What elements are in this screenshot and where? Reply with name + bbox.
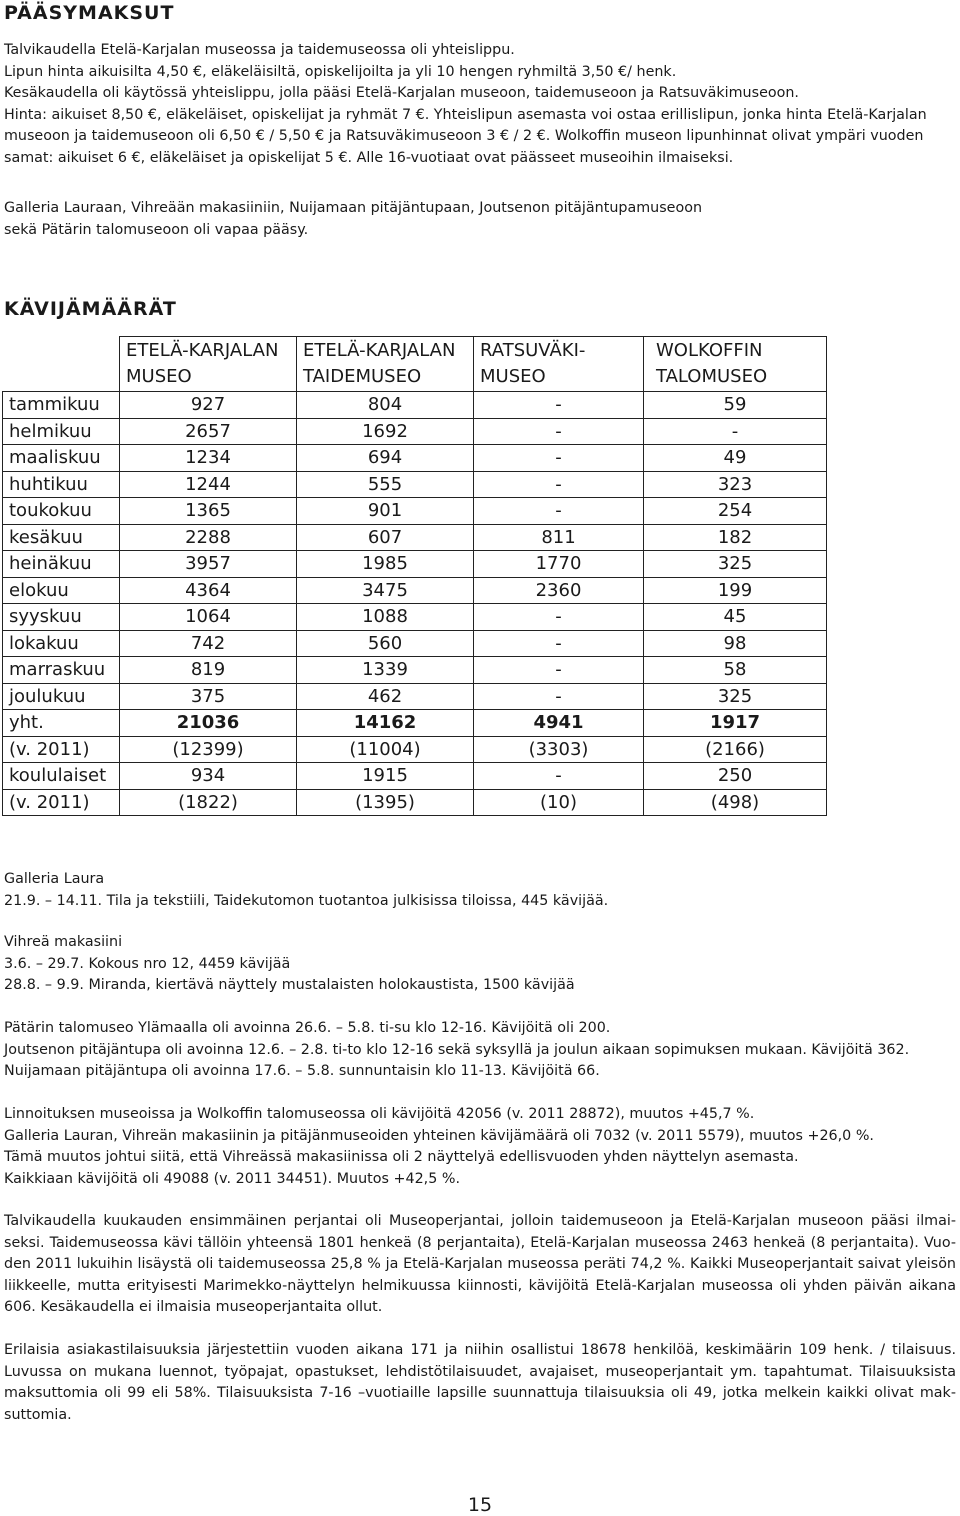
table-cell: 325 xyxy=(644,551,827,578)
note-line: Tämä muutos johtui siitä, että Vihreässä makasiinissa oli 2 näyttelyä edellisvuoden yhden näyttelyn asemasta. xyxy=(4,1149,799,1165)
table-cell: 4941 xyxy=(474,710,644,737)
table-cell: 14162 xyxy=(297,710,474,737)
note-line: Galleria Lauran, Vihreän makasiinin ja pitäjänmuseoiden yhteinen kävijämäärä oli 7032 (v. 2011 5579), muutos +26,0 %. xyxy=(4,1127,874,1144)
row-label: kesäkuu xyxy=(3,524,120,551)
table-cell: - xyxy=(474,471,644,498)
note-line: Pätärin talomuseo Ylämaalla oli avoinna 26.6. – 5.8. ti-su klo 12-16. Kävijöitä oli 200. xyxy=(4,1020,611,1036)
museoperjantai-paragraph xyxy=(4,1211,956,1319)
table-cell: 1915 xyxy=(297,763,474,790)
fees-line: Kesäkaudella oli käytössä yhteislippu, jolla pääsi Etelä-Karjalan museoon, taidemuseoon ja Ratsuväkimuseoon. xyxy=(4,85,799,101)
table-cell: - xyxy=(474,498,644,525)
table-cell: (3303) xyxy=(474,736,644,763)
note-line: Galleria Laura xyxy=(4,871,105,887)
table-row xyxy=(3,471,827,498)
note-line: Joutsenon pitäjäntupa oli avoinna 12.6. – 2.8. ti-to klo 12-16 sekä syksyllä ja joulun aikaan sopimuksen mukaan. Kävijöitä 362. xyxy=(4,1041,910,1058)
table-cell: 199 xyxy=(644,577,827,604)
table-cell: 323 xyxy=(644,471,827,498)
row-label: elokuu xyxy=(3,577,120,604)
pitajantupa-notes xyxy=(4,1018,956,1083)
table-cell: 1088 xyxy=(297,604,474,631)
table-row xyxy=(3,392,827,419)
note-line: Vihreä makasiini xyxy=(4,934,123,950)
table-cell: 45 xyxy=(644,604,827,631)
table-row xyxy=(3,577,827,604)
table-cell: 2288 xyxy=(120,524,297,551)
free-entry-line: Galleria Lauraan, Vihreään makasiiniin, Nuijamaan pitäjäntupaan, Joutsenon pitäjäntupamuseoon xyxy=(4,200,703,216)
table-row xyxy=(3,630,827,657)
table-header-row xyxy=(3,337,827,392)
table-cell: 560 xyxy=(297,630,474,657)
table-cell: 59 xyxy=(644,392,827,419)
table-cell: 325 xyxy=(644,683,827,710)
fees-line: museoon ja taidemuseoon oli 6,50 € / 5,50 € ja Ratsuväkimuseoon 3 € / 2 €. Wolkoffin museon lipunhinnat olivat ympäri vuoden xyxy=(4,128,924,144)
row-label: yht. xyxy=(3,710,120,737)
table-row xyxy=(3,657,827,684)
table-cell: 1339 xyxy=(297,657,474,684)
table-cell: 1985 xyxy=(297,551,474,578)
table-cell: 3475 xyxy=(297,577,474,604)
page-number: 15 xyxy=(467,1494,493,1516)
table-cell: 804 xyxy=(297,392,474,419)
table-row xyxy=(3,789,827,816)
table-cell: 462 xyxy=(297,683,474,710)
table-cell: - xyxy=(474,630,644,657)
table-row xyxy=(3,763,827,790)
fees-line: samat: aikuiset 6 €, eläkeläiset ja opiskelijat 5 €. Alle 16-vuotiaat ovat päässeet museoihin ilmaiseksi. xyxy=(4,149,734,166)
table-cell: 1365 xyxy=(120,498,297,525)
row-label: (v. 2011) xyxy=(3,736,120,763)
note-line: liikkeelle, mutta erityisesti Marimekko-näyttelyn helmikuussa kiinnosti, kävijöitä Etelä-Karjalan museossa oli yhden päivän aikana xyxy=(4,1277,956,1294)
note-line: 28.8. – 9.9. Miranda, kiertävä näyttely mustalaisten holokaustista, 1500 kävijää xyxy=(4,977,575,993)
table-cell: 2657 xyxy=(120,418,297,445)
table-cell: (11004) xyxy=(297,736,474,763)
row-label: helmikuu xyxy=(3,418,120,445)
row-label: tammikuu xyxy=(3,392,120,419)
row-label: huhtikuu xyxy=(3,471,120,498)
table-cell: (10) xyxy=(474,789,644,816)
table-cell: 1234 xyxy=(120,445,297,472)
table-row xyxy=(3,498,827,525)
events-paragraph xyxy=(4,1340,956,1426)
table-cell: (2166) xyxy=(644,736,827,763)
table-cell: 98 xyxy=(644,630,827,657)
note-line: maksuttomia oli 99 eli 58%. Tilaisuuksista 7-16 –vuotiaille lapsille suunnattuja tilaisuuksia oli 49, jotka melkein kaikki olivat mak- xyxy=(4,1385,956,1401)
table-cell: 607 xyxy=(297,524,474,551)
table-cell: (1395) xyxy=(297,789,474,816)
note-line: Kaikkiaan kävijöitä oli 49088 (v. 2011 34451). Muutos +42,5 %. xyxy=(4,1170,460,1187)
visitors-heading: KÄVIJÄMÄÄRÄT xyxy=(4,298,177,320)
note-line: Linnoituksen museoissa ja Wolkoffin talomuseossa oli kävijöitä 42056 (v. 2011 28872), muutos +45,7 %. xyxy=(4,1106,755,1122)
table-cell: 811 xyxy=(474,524,644,551)
table-row xyxy=(3,683,827,710)
table-row xyxy=(3,736,827,763)
fees-line: Hinta: aikuiset 8,50 €, eläkeläiset, opiskelijat ja ryhmät 7 €. Yhteislipun asemasta voi ostaa erillislipun, jonka hinta Etelä-Karjalan xyxy=(4,106,927,123)
note-line: 3.6. – 29.7. Kokous nro 12, 4459 kävijää xyxy=(4,955,291,972)
note-line: Erilaisia asiakastilaisuuksia järjestettiin vuoden aikana 171 ja niihin osallistui 18678 henkilöä, keskimäärin 109 henk. / tilaisuus. xyxy=(4,1342,956,1358)
table-cell: (498) xyxy=(644,789,827,816)
vihrea-notes xyxy=(4,932,956,997)
note-line: 21.9. – 14.11. Tila ja tekstiili, Taidekutomon tuotantoa julkisissa tiloissa, 445 kävijää. xyxy=(4,892,609,909)
table-cell: 694 xyxy=(297,445,474,472)
summary-notes xyxy=(4,1104,956,1190)
table-row xyxy=(3,604,827,631)
table-cell: - xyxy=(644,418,827,445)
table-cell: 21036 xyxy=(120,710,297,737)
row-label: heinäkuu xyxy=(3,551,120,578)
galleria-notes xyxy=(4,869,956,912)
table-cell: 934 xyxy=(120,763,297,790)
note-line: den 2011 lukuihin lisäystä oli taidemuseossa 25,8 % ja Etelä-Karjalan museossa peräti 74,2 %. Kaikki Museoperjantait saivat yleisön xyxy=(4,1256,956,1272)
note-line: Luvussa on mukana luennot, työpajat, opastukset, lehdistötilaisuudet, avajaiset, museoperjantait ym. tapahtumat. Tilaisuuksista xyxy=(4,1363,956,1380)
fees-paragraph xyxy=(4,40,956,169)
note-line: suttomia. xyxy=(4,1406,72,1423)
column-header: ETELÄ-KARJALAN MUSEO xyxy=(120,337,297,392)
table-cell: - xyxy=(474,392,644,419)
row-label: lokakuu xyxy=(3,630,120,657)
table-cell: 250 xyxy=(644,763,827,790)
table-cell: - xyxy=(474,445,644,472)
row-label: joulukuu xyxy=(3,683,120,710)
table-cell: 2360 xyxy=(474,577,644,604)
table-row xyxy=(3,710,827,737)
table-cell: 3957 xyxy=(120,551,297,578)
visitor-table xyxy=(2,336,827,816)
row-label: (v. 2011) xyxy=(3,789,120,816)
table-row xyxy=(3,418,827,445)
table-cell: 1692 xyxy=(297,418,474,445)
table-cell: - xyxy=(474,763,644,790)
table-cell: - xyxy=(474,657,644,684)
table-cell: 1064 xyxy=(120,604,297,631)
note-line: Talvikaudella kuukauden ensimmäinen perjantai oli Museoperjantai, jolloin taidemuseoon ja Etelä-Karjalan museoon pääsi ilmai- xyxy=(4,1213,956,1229)
fees-line: Lipun hinta aikuisilta 4,50 €, eläkeläisiltä, opiskelijoilta ja yli 10 hengen ryhmiltä 3,50 €/ henk. xyxy=(4,63,677,80)
table-cell: 182 xyxy=(644,524,827,551)
note-line: 606. Kesäkaudella ei ilmaisia museoperjantaita ollut. xyxy=(4,1299,383,1315)
table-cell: 1244 xyxy=(120,471,297,498)
table-cell: (12399) xyxy=(120,736,297,763)
row-label: koululaiset xyxy=(3,763,120,790)
table-cell: - xyxy=(474,418,644,445)
row-label: marraskuu xyxy=(3,657,120,684)
table-cell: 901 xyxy=(297,498,474,525)
table-cell: 375 xyxy=(120,683,297,710)
table-row xyxy=(3,551,827,578)
note-line: seksi. Taidemuseossa kävi tällöin yhteensä 1801 henkeä (8 perjantaita), Etelä-Karjalan museossa 2463 henkeä (8 perjantaita). Vuo- xyxy=(4,1234,956,1251)
table-corner-cell xyxy=(3,337,120,392)
table-cell: 742 xyxy=(120,630,297,657)
table-row xyxy=(3,445,827,472)
column-header: ETELÄ-KARJALAN TAIDEMUSEO xyxy=(297,337,474,392)
note-line: Nuijamaan pitäjäntupa oli avoinna 17.6. – 5.8. sunnuntaisin klo 11-13. Kävijöitä 66. xyxy=(4,1063,600,1079)
table-cell: 4364 xyxy=(120,577,297,604)
free-entry-line: sekä Pätärin talomuseoon oli vapaa pääsy. xyxy=(4,221,309,238)
free-entry-paragraph xyxy=(4,198,956,241)
column-header: RATSUVÄKI- MUSEO xyxy=(474,337,644,392)
table-cell: 1770 xyxy=(474,551,644,578)
table-cell: 927 xyxy=(120,392,297,419)
row-label: syyskuu xyxy=(3,604,120,631)
table-cell: - xyxy=(474,604,644,631)
table-cell: 819 xyxy=(120,657,297,684)
table-cell: (1822) xyxy=(120,789,297,816)
table-row xyxy=(3,524,827,551)
table-cell: 58 xyxy=(644,657,827,684)
fees-heading: PÄÄSYMAKSUT xyxy=(4,2,175,24)
table-cell: 49 xyxy=(644,445,827,472)
column-header: WOLKOFFIN TALOMUSEO xyxy=(644,337,827,392)
row-label: toukokuu xyxy=(3,498,120,525)
table-cell: 254 xyxy=(644,498,827,525)
table-cell: 555 xyxy=(297,471,474,498)
fees-line: Talvikaudella Etelä-Karjalan museossa ja taidemuseossa oli yhteislippu. xyxy=(4,42,515,58)
row-label: maaliskuu xyxy=(3,445,120,472)
table-cell: 1917 xyxy=(644,710,827,737)
table-cell: - xyxy=(474,683,644,710)
